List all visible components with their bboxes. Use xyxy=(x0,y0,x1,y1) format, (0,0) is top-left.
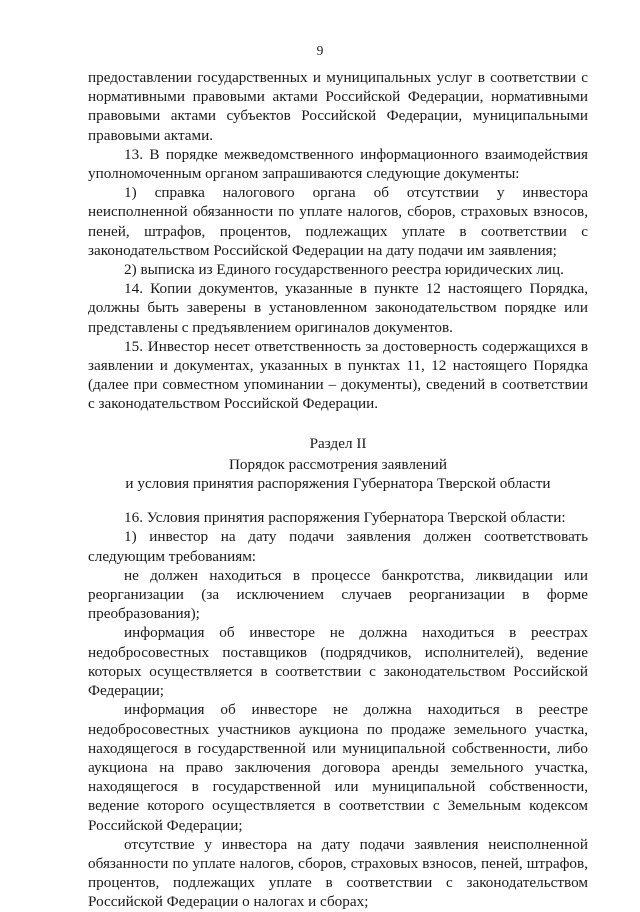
paragraph-p-13: 13. В порядке межведомственного информационного взаимодействия уполномоченным органом запрашиваются следующие документы: xyxy=(88,145,588,183)
paragraph-p-14: 14. Копии документов, указанные в пункте 12 настоящего Порядка, должны быть заверены в установленном законодательством порядке или представлены с предъявлением оригиналов документов. xyxy=(88,280,588,336)
paragraph-p-13-2: 2) выписка из Единого государственного реестра юридических лиц. xyxy=(124,261,564,279)
paragraphs-before-section xyxy=(88,68,588,414)
paragraph-p-16-1-b: информация об инвесторе не должна находиться в реестрах недобросовестных поставщиков (подрядчиков, исполнителей), ведение которых осуществляется в соответствии с законодательством Российской Федерации; xyxy=(88,624,588,700)
paragraph-p-16-1: 1) инвестор на дату подачи заявления должен соответствовать следующим требованиям: xyxy=(88,528,588,565)
paragraph-p-16: 16. Условия принятия распоряжения Губернатора Тверской области: xyxy=(124,509,566,527)
section-gap xyxy=(88,493,588,508)
section-title-line-1: Порядок рассмотрения заявлений xyxy=(228,455,448,473)
paragraph-p-cont: предоставлении государственных и муниципальных услуг в соответствии с нормативными правовыми актами Российской Федерации, нормативными правовыми актами субъектов Российской Федерации, муниципальными правовыми актами. xyxy=(88,69,588,144)
paragraphs-after-section xyxy=(88,508,588,911)
paragraph-p-16-1-c: информация об инвесторе не должна находиться в реестре недобросовестных участников аукциона по продаже земельного участка, находящегося в государственной или муниципальной собственности, либо аукциона на право заключения договора аренды земельного участка, находящегося в государственной или муниципальной собственности, ведение которого осуществляется в соответствии с Земельным кодексом Российской Федерации; xyxy=(88,701,588,834)
section-title-line-2: и условия принятия распоряжения Губернатора Тверской области xyxy=(125,475,551,493)
page-number: 9 xyxy=(316,43,324,58)
paragraph-p-13-1: 1) справка налогового органа об отсутствии у инвестора неисполненной обязанности по уплате налогов, сборов, страховых взносов, пеней, штрафов, процентов, подлежащих уплате в соответствии с законодательством Российской Федерации на дату подачи им заявления; xyxy=(88,184,588,259)
section-heading xyxy=(88,434,588,494)
paragraph-p-16-1-a: не должен находиться в процессе банкротства, ликвидации или реорганизации (за исключением случаев реорганизации в форме преобразования); xyxy=(88,566,588,623)
section-label: Раздел II xyxy=(309,434,367,452)
document-body xyxy=(88,68,588,912)
paragraph-p-15: 15. Инвестор несет ответственность за достоверность содержащихся в заявлении и документах, указанных в пунктах 11, 12 настоящего Порядка (далее при совместном упоминании – документы), сведений в соответствии с законодательством Российской Федерации. xyxy=(88,337,588,413)
paragraph-p-16-1-d: отсутствие у инвестора на дату подачи заявления неисполненной обязанности по уплате налогов, сборов, страховых взносов, пеней, штрафов, процентов, подлежащих уплате в соответствии с законодательством Российской Федерации о налогах и сборах; xyxy=(88,835,588,911)
